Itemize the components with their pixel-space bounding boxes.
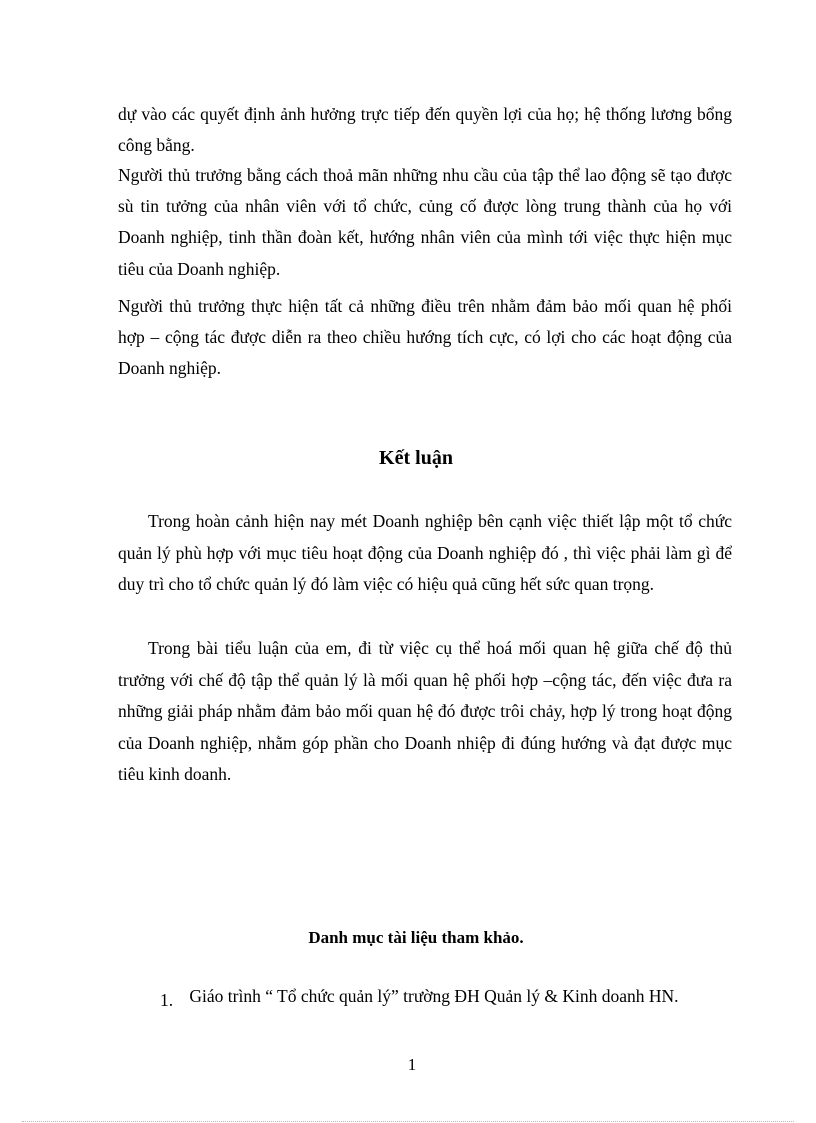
page-number: 1 xyxy=(407,1055,417,1074)
reference-text: Giáo trình “ Tổ chức quản lý” trường ĐH Quản lý & Kinh doanh HN. xyxy=(189,986,679,1006)
body-trust-paragraph: Người thủ trưởng bằng cách thoả mãn những nhu cầu của tập thể lao động sẽ tạo được sù tin tưởng của nhân viên với tổ chức, củng cố được lòng trung thành của họ với Doanh nghiệp, tinh thần đoàn kết, hướng nhân viên của mình tới việc thực hiện mục tiêu của Doanh nghiệp. xyxy=(118,165,732,279)
reference-item xyxy=(160,982,679,1010)
footer-divider xyxy=(22,1121,794,1122)
conclusion-heading: Kết luận xyxy=(379,447,453,469)
reference-number: 1. xyxy=(160,990,174,1010)
conclusion-paragraph-2: Trong bài tiểu luận của em, đi từ việc cụ thể hoá mối quan hệ giữa chế độ thủ trưởng với chế độ tập thể quản lý là mối quan hệ phối hợp –cộng tác, đến việc đưa ra những giải pháp nhằm đảm bảo mối quan hệ đó được trôi chảy, hợp lý trong hoạt động của Doanh nghiệp, nhằm góp phần cho Doanh nhiệp đi đúng hướng và đạt được mục tiêu kinh doanh. xyxy=(118,638,732,784)
references-heading: Danh mục tài liệu tham khảo. xyxy=(308,928,524,947)
body-continuation-paragraph: dự vào các quyết định ảnh hưởng trực tiếp đến quyền lợi của họ; hệ thống lương bổng công bằng. xyxy=(118,104,732,156)
conclusion-paragraph-1: Trong hoàn cảnh hiện nay mét Doanh nghiệp bên cạnh việc thiết lập một tổ chức quản lý phù hợp với mục tiêu hoạt động của Doanh nghiệp đó , thì việc phải làm gì để duy trì cho tổ chức quản lý đó làm việc có hiệu quả cũng hết sức quan trọng. xyxy=(118,511,732,594)
body-relationship-paragraph: Người thủ trưởng thực hiện tất cả những điều trên nhằm đảm bảo mối quan hệ phối hợp – cộng tác được diễn ra theo chiều hướng tích cực, có lợi cho các hoạt động của Doanh nghiệp. xyxy=(118,296,732,379)
